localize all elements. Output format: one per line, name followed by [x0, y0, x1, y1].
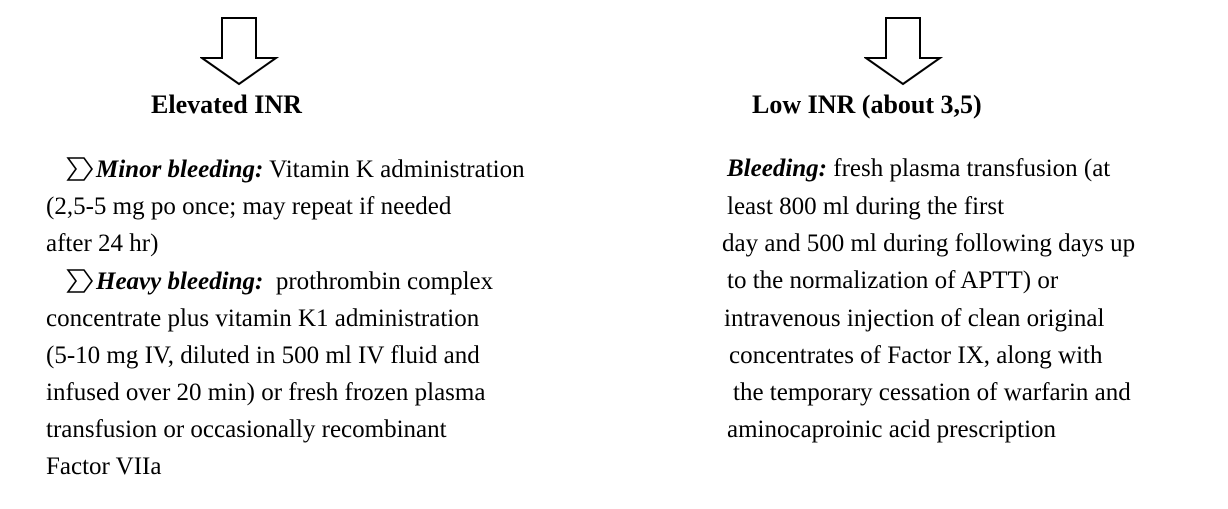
bleeding-cont-line: day and 500 ml during following days up: [722, 230, 1136, 257]
bleeding-cont-line: least 800 ml during the first: [727, 193, 1005, 220]
minor-bleeding-item: [66, 156, 525, 182]
low-inr-heading: Low INR (about 3,5): [752, 90, 982, 119]
minor-cont-line: after 24 hr): [46, 230, 159, 257]
heavy-cont-line: transfusion or occasionally recombinant: [46, 416, 447, 443]
bleeding-cont-line: aminocaproinic acid prescription: [727, 416, 1057, 443]
minor-bleeding-label: Minor bleeding:: [96, 156, 264, 183]
bleeding-cont-line: the temporary cessation of warfarin and: [733, 379, 1131, 406]
bleeding-label: Bleeding:: [727, 155, 827, 182]
heavy-cont-line: infused over 20 min) or fresh frozen plasma: [46, 379, 486, 406]
heavy-cont-line: concentrate plus vitamin K1 administration: [46, 305, 480, 332]
bleeding-item: [727, 156, 1110, 181]
heavy-bleeding-item: [66, 268, 493, 294]
right-down-arrow-icon: [864, 14, 944, 88]
minor-bleeding-text: Vitamin K administration: [263, 156, 525, 183]
chevron-bullet-icon: [66, 268, 94, 294]
left-down-arrow-icon: [200, 14, 280, 88]
elevated-inr-heading: Elevated INR: [151, 90, 302, 119]
heavy-cont-line: Factor VIIa: [46, 453, 162, 480]
chevron-bullet-icon: [66, 156, 94, 182]
minor-cont-line: (2,5-5 mg po once; may repeat if needed: [46, 193, 452, 220]
bleeding-cont-line: to the normalization of APTT) or: [727, 267, 1059, 294]
heavy-bleeding-text: prothrombin complex: [263, 268, 494, 295]
bleeding-text: fresh plasma transfusion (at: [827, 155, 1111, 182]
heavy-cont-line: (5-10 mg IV, diluted in 500 ml IV fluid and: [46, 342, 480, 369]
bleeding-cont-line: concentrates of Factor IX, along with: [729, 342, 1103, 369]
heavy-bleeding-label: Heavy bleeding:: [96, 268, 264, 295]
bleeding-cont-line: intravenous injection of clean original: [724, 305, 1105, 332]
